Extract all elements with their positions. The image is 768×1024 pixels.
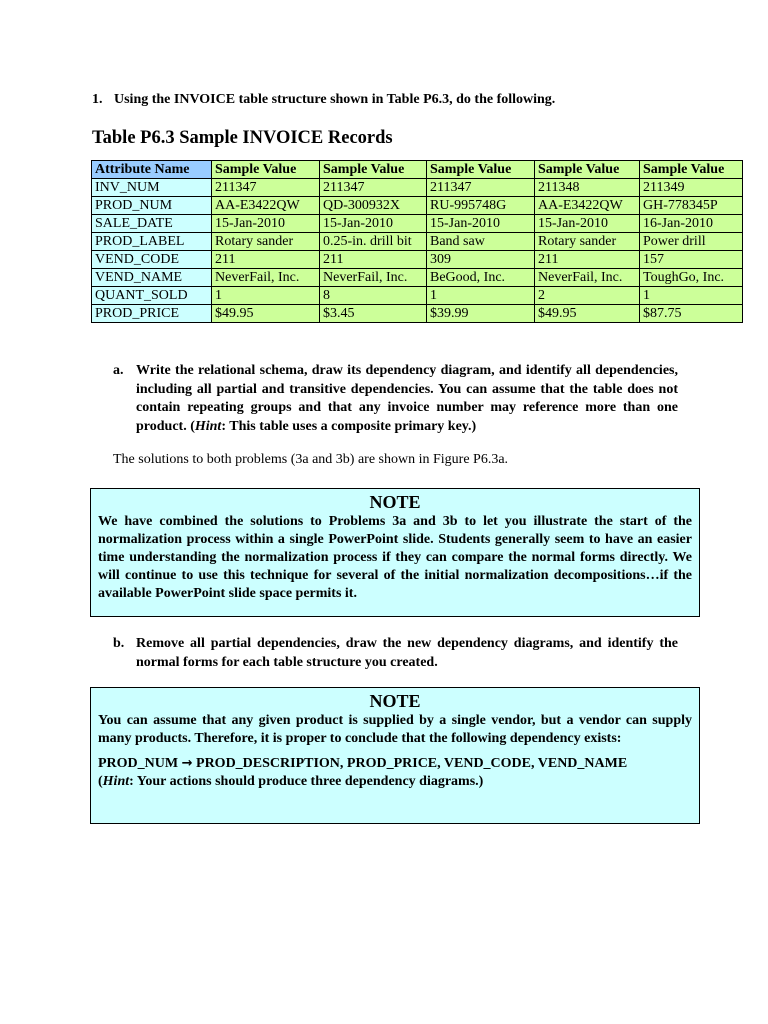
sample-value-cell: NeverFail, Inc. (212, 269, 320, 287)
sample-value-cell: 1 (212, 287, 320, 305)
solutions-text: The solutions to both problems (3a and 3b) are shown in Figure P6.3a. (113, 452, 509, 467)
item-b-letter: b. (113, 636, 125, 651)
sample-value-cell: $49.95 (212, 305, 320, 323)
attribute-name-cell: VEND_NAME (92, 269, 212, 287)
item-a (113, 362, 678, 436)
sample-value-cell: Power drill (640, 233, 743, 251)
invoice-table (91, 160, 743, 323)
hint-text: : Your actions should produce three dependency diagrams.) (129, 774, 484, 789)
sample-value-cell: $49.95 (535, 305, 640, 323)
arrow-right-icon: → (181, 756, 193, 771)
sample-value-cell: 8 (320, 287, 427, 305)
table-row (92, 305, 743, 323)
item-a-hint-text: : This table uses a composite primary key.) (221, 418, 477, 434)
note-body: You can assume that any given product is supplied by a single vendor, but a vendor can supply many products. Therefore, it is proper to conclude that the following dependency exists: (98, 713, 692, 746)
sample-value-cell: 211348 (535, 179, 640, 197)
sample-value-cell: 0.25-in. drill bit (320, 233, 427, 251)
table-body (92, 179, 743, 323)
sample-value-cell: RU-995748G (427, 197, 535, 215)
sample-value-cell: GH-778345P (640, 197, 743, 215)
table-header-cell: Sample Value (320, 161, 427, 179)
sample-value-cell: Rotary sander (535, 233, 640, 251)
table-header-cell: Sample Value (427, 161, 535, 179)
sample-value-cell: 15-Jan-2010 (427, 215, 535, 233)
sample-value-cell: 15-Jan-2010 (535, 215, 640, 233)
table-header-cell: Sample Value (212, 161, 320, 179)
note-title: NOTE (369, 492, 421, 512)
table-header-cell: Sample Value (640, 161, 743, 179)
sample-value-cell: ToughGo, Inc. (640, 269, 743, 287)
sample-value-cell: 211347 (320, 179, 427, 197)
sample-value-cell: QD-300932X (320, 197, 427, 215)
dependency-right: PROD_DESCRIPTION, PROD_PRICE, VEND_CODE, VEND_NAME (192, 756, 628, 771)
note-box-2 (90, 687, 700, 824)
sample-value-cell: 15-Jan-2010 (320, 215, 427, 233)
attribute-name-cell: VEND_CODE (92, 251, 212, 269)
table-row (92, 287, 743, 305)
attribute-name-cell: PROD_NUM (92, 197, 212, 215)
sample-value-cell: 2 (535, 287, 640, 305)
table-row (92, 269, 743, 287)
sample-value-cell: 309 (427, 251, 535, 269)
hint-word: Hint (102, 774, 130, 789)
sample-value-cell: NeverFail, Inc. (535, 269, 640, 287)
sample-value-cell: 211349 (640, 179, 743, 197)
table-row (92, 251, 743, 269)
sample-value-cell: 16-Jan-2010 (640, 215, 743, 233)
sample-value-cell: 1 (640, 287, 743, 305)
sample-value-cell: Rotary sander (212, 233, 320, 251)
item-b-text: Remove all partial dependencies, draw the new dependency diagrams, and identify the normal forms for each table structure you created. (136, 636, 678, 670)
sample-value-cell: AA-E3422QW (535, 197, 640, 215)
sample-value-cell: 1 (427, 287, 535, 305)
sample-value-cell: 157 (640, 251, 743, 269)
dependency-line (98, 755, 692, 773)
question-text: Using the INVOICE table structure shown in Table P6.3, do the following. (114, 92, 556, 107)
sample-value-cell: 15-Jan-2010 (212, 215, 320, 233)
note-title: NOTE (369, 691, 421, 711)
attribute-name-cell: PROD_PRICE (92, 305, 212, 323)
sample-value-cell: $3.45 (320, 305, 427, 323)
sample-value-cell: 211347 (427, 179, 535, 197)
sample-value-cell: AA-E3422QW (212, 197, 320, 215)
question-heading (92, 92, 555, 108)
table-header-row (92, 161, 743, 179)
sample-value-cell: $39.99 (427, 305, 535, 323)
table-header-cell: Sample Value (535, 161, 640, 179)
attribute-name-cell: SALE_DATE (92, 215, 212, 233)
item-a-main-text: Write the relational schema, draw its dependency diagram, and identify all dependencies, including all partial and transitive dependencies. You can assume that the table does not contain repeating groups and that any invoice number may reference more than one product. ( (136, 363, 678, 434)
item-a-letter: a. (113, 363, 124, 378)
item-b (113, 635, 678, 672)
note-body: We have combined the solutions to Problems 3a and 3b to let you illustrate the start of the normalization process within a single PowerPoint slide. Students generally seem to have an easier time understanding the normalization process if they can compare the normal forms directly. We will continue to use this technique for several of the initial normalization decompositions…if the available PowerPoint slide space permits it. (98, 514, 692, 601)
table-row (92, 233, 743, 251)
sample-value-cell: BeGood, Inc. (427, 269, 535, 287)
item-a-text (136, 362, 678, 436)
attribute-name-cell: PROD_LABEL (92, 233, 212, 251)
hint-line (98, 773, 692, 791)
attribute-name-cell: INV_NUM (92, 179, 212, 197)
question-number: 1. (92, 92, 103, 107)
sample-value-cell: 211 (212, 251, 320, 269)
table-title: Table P6.3 Sample INVOICE Records (92, 128, 393, 148)
hint-open: ( (98, 774, 103, 789)
table-row (92, 215, 743, 233)
dependency-left: PROD_NUM (98, 756, 182, 771)
note-box-1 (90, 488, 700, 617)
table-row (92, 197, 743, 215)
sample-value-cell: 211 (535, 251, 640, 269)
table-header-cell: Attribute Name (92, 161, 212, 179)
sample-value-cell: NeverFail, Inc. (320, 269, 427, 287)
sample-value-cell: Band saw (427, 233, 535, 251)
sample-value-cell: 211347 (212, 179, 320, 197)
sample-value-cell: $87.75 (640, 305, 743, 323)
sample-value-cell: 211 (320, 251, 427, 269)
table-row (92, 179, 743, 197)
attribute-name-cell: QUANT_SOLD (92, 287, 212, 305)
item-a-hint-word: Hint (194, 418, 222, 434)
